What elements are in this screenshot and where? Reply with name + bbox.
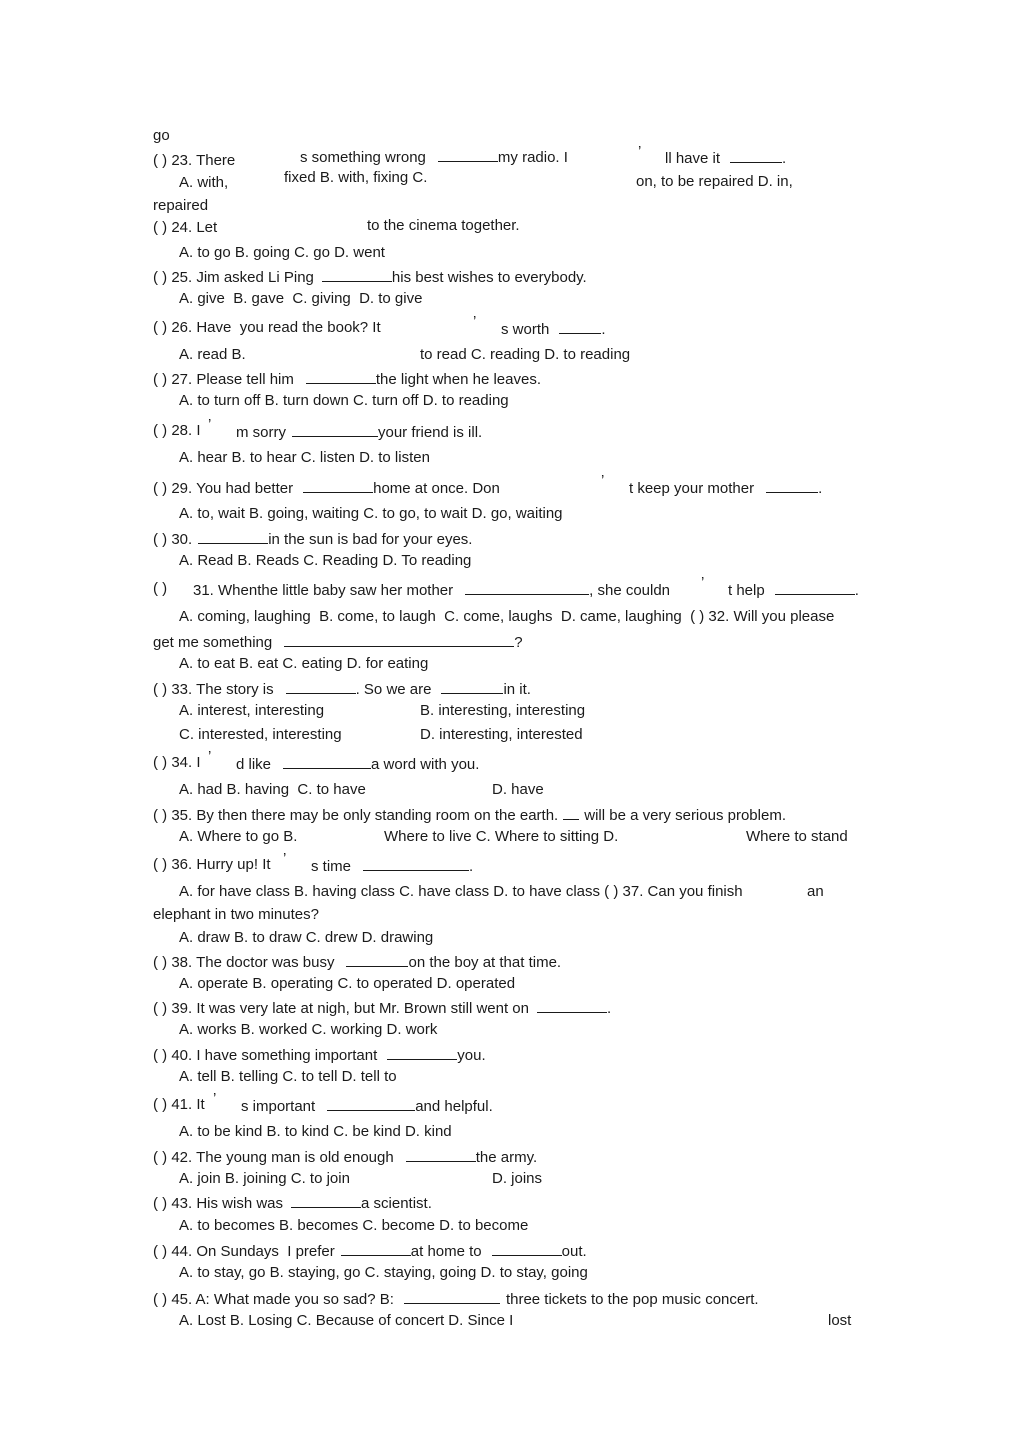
options-33a: A. interest, interesting (179, 702, 325, 719)
options-28: A. hear B. to hear C. listen D. to listen (179, 449, 430, 466)
options-23a: A. with, (179, 174, 229, 191)
options-35c: Where to stand (746, 828, 848, 845)
question-43: ( ) 43. His wish was a scientist. (153, 1195, 432, 1212)
options-30: A. Read B. Reads C. Reading D. To reading (179, 552, 472, 569)
question-28-end: m sorry your friend is ill. (236, 424, 483, 441)
apostrophe: ’ (701, 574, 705, 591)
question-23: ( ) 23. There (153, 152, 236, 169)
question-42: ( ) 42. The young man is old enough the army. (153, 1149, 538, 1166)
options-35b: Where to live C. Where to sitting D. (384, 828, 619, 845)
options-29: A. to, wait B. going, waiting C. to go, to wait D. go, waiting (179, 505, 563, 522)
options-26a: A. read B. (179, 346, 246, 363)
blank (327, 1096, 415, 1111)
question-37-part: an (807, 883, 824, 900)
apostrophe: ’ (473, 313, 477, 330)
options-44: A. to stay, go B. staying, go C. staying, going D. to stay, going (179, 1264, 588, 1281)
options-45b: lost (828, 1312, 852, 1329)
options-32: A. to eat B. eat C. eating D. for eating (179, 655, 429, 672)
apostrophe: ’ (213, 1090, 217, 1107)
question-24-part: to the cinema together. (367, 217, 520, 234)
blank (284, 632, 514, 647)
question-26: ( ) 26. Have you read the book? It (153, 319, 381, 336)
question-36-end: s time . (311, 858, 474, 875)
blank (303, 478, 373, 493)
options-23b: fixed B. with, fixing C. (284, 169, 428, 186)
blank (346, 952, 408, 967)
options-35a: A. Where to go B. (179, 828, 298, 845)
options-23c: on, to be repaired D. in, (636, 173, 793, 190)
question-26-end: s worth . (501, 321, 606, 338)
options-45a: A. Lost B. Losing C. Because of concert D. Since I (179, 1312, 514, 1329)
options-37: A. draw B. to draw C. drew D. drawing (179, 929, 434, 946)
question-29-end: t keep your mother . (629, 480, 823, 497)
options-33b: B. interesting, interesting (420, 702, 586, 719)
question-44: ( ) 44. On Sundays I prefer at home to out. (153, 1243, 587, 1260)
text-line: go (153, 127, 170, 144)
question-23-part: s something wrong my radio. I (300, 149, 568, 166)
question-45: ( ) 45. A: What made you so sad? B: three tickets to the pop music concert. (153, 1291, 759, 1308)
blank (306, 369, 376, 384)
question-29: ( ) 29. You had better home at once. Don (153, 480, 500, 497)
options-36: A. for have class B. having class C. have class D. to have class ( ) 37. Can you finish (179, 883, 743, 900)
apostrophe: ’ (208, 748, 212, 765)
options-33c: C. interested, interesting (179, 726, 342, 743)
question-38: ( ) 38. The doctor was busy on the boy at that time. (153, 954, 562, 971)
options-26b: to read C. reading D. to reading (420, 346, 631, 363)
question-30: ( ) 30. in the sun is bad for your eyes. (153, 531, 473, 548)
options-42a: A. join B. joining C. to join (179, 1170, 350, 1187)
options-34a: A. had B. having C. to have (179, 781, 366, 798)
question-23-end: ll have it . (665, 150, 787, 167)
question-36: ( ) 36. Hurry up! It (153, 856, 271, 873)
options-43: A. to becomes B. becomes C. become D. to become (179, 1217, 529, 1234)
apostrophe: ’ (208, 416, 212, 433)
blank (198, 529, 268, 544)
blank (291, 1193, 361, 1208)
question-35: ( ) 35. By then there may be only standing room on the earth. will be a very serious problem. (153, 807, 786, 824)
blank (286, 679, 356, 694)
question-41: ( ) 41. It (153, 1096, 205, 1113)
blank (775, 580, 855, 595)
question-39: ( ) 39. It was very late at nigh, but Mr. Brown still went on . (153, 1000, 612, 1017)
blank (492, 1241, 562, 1256)
apostrophe: ’ (638, 143, 642, 160)
question-34: ( ) 34. I (153, 754, 201, 771)
question-33: ( ) 33. The story is . So we are in it. (153, 681, 531, 698)
blank (292, 422, 378, 437)
options-34b: D. have (492, 781, 544, 798)
blank (341, 1241, 411, 1256)
text-line: repaired (153, 197, 209, 214)
question-24: ( ) 24. Let (153, 219, 218, 236)
blank (730, 148, 782, 163)
blank (406, 1147, 476, 1162)
blank (766, 478, 818, 493)
question-31: 31. Whenthe little baby saw her mother , she couldn (193, 582, 671, 599)
options-27: A. to turn off B. turn down C. turn off D. to reading (179, 392, 509, 409)
options-31: A. coming, laughing B. come, to laugh C. come, laughs D. came, laughing ( ) 32. Will you please (179, 608, 835, 625)
options-25: A. give B. gave C. giving D. to give (179, 290, 423, 307)
blank (283, 754, 371, 769)
blank (387, 1045, 457, 1060)
options-42b: D. joins (492, 1170, 543, 1187)
blank (322, 267, 392, 282)
question-31-bracket: ( ) (153, 580, 168, 597)
blank (563, 805, 579, 820)
blank (363, 856, 469, 871)
apostrophe: ’ (283, 850, 287, 867)
question-31-end: t help . (728, 582, 859, 599)
question-37-cont: elephant in two minutes? (153, 906, 319, 923)
blank (465, 580, 589, 595)
options-41: A. to be kind B. to kind C. be kind D. kind (179, 1123, 452, 1140)
options-33d: D. interesting, interested (420, 726, 583, 743)
blank (559, 319, 601, 334)
question-25: ( ) 25. Jim asked Li Ping his best wishes to everybody. (153, 269, 587, 286)
question-32-cont: get me something ? (153, 634, 523, 651)
question-41-end: s important and helpful. (241, 1098, 493, 1115)
options-40: A. tell B. telling C. to tell D. tell to (179, 1068, 397, 1085)
question-40: ( ) 40. I have something important you. (153, 1047, 486, 1064)
options-38: A. operate B. operating C. to operated D. operated (179, 975, 516, 992)
question-28: ( ) 28. I (153, 422, 201, 439)
blank (441, 679, 503, 694)
blank (404, 1289, 500, 1304)
question-34-end: d like a word with you. (236, 756, 480, 773)
apostrophe: ’ (601, 472, 605, 489)
question-27: ( ) 27. Please tell him the light when he leaves. (153, 371, 542, 388)
options-39: A. works B. worked C. working D. work (179, 1021, 438, 1038)
options-24: A. to go B. going C. go D. went (179, 244, 385, 261)
blank (537, 998, 607, 1013)
blank (438, 147, 498, 162)
